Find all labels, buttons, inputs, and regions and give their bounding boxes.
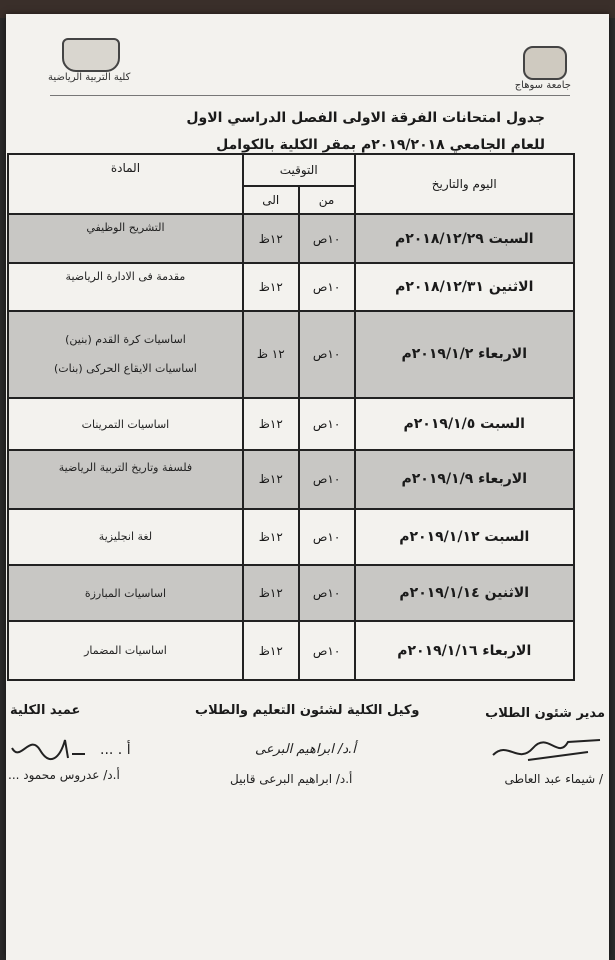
exam-schedule-table [7, 153, 575, 681]
header-day-date: اليوم والتاريخ [355, 154, 575, 214]
row-subject: لغة انجليزية [8, 509, 243, 565]
university-logo-icon [523, 46, 567, 80]
row-to: ١٢ظ [243, 450, 299, 508]
dean-initials: أ . ... [100, 742, 131, 758]
dean-title: عميد الكلية [10, 703, 81, 718]
table-row [8, 450, 574, 508]
row-date: السبت ٢٠١٨/١٢/٢٩م [355, 214, 575, 262]
row-to: ١٢ظ [243, 509, 299, 565]
header-to: الى [243, 186, 299, 214]
dean-signature-icon [10, 728, 90, 768]
row-to: ١٢ظ [243, 214, 299, 262]
table-row [8, 311, 574, 398]
faculty-logo-icon [62, 38, 120, 72]
row-to: ١٢ظ [243, 263, 299, 311]
director-title: مدير شئون الطلاب [485, 706, 605, 721]
row-date: الاربعاء ٢٠١٩/١/١٦م [355, 621, 575, 680]
row-date: الاثنين ٢٠١٩/١/١٤م [355, 565, 575, 621]
row-subject: اساسيات التمرينات [8, 398, 243, 450]
table-row [8, 263, 574, 311]
row-to: ١٢ظ [243, 565, 299, 621]
vice-dean-handwritten: أ.د/ ابراهيم البرعى [255, 742, 356, 757]
row-from: ١٠ص [299, 263, 355, 311]
row-from: ١٠ص [299, 565, 355, 621]
header-subject: المادة [8, 154, 243, 214]
row-subject: مقدمة فى الادارة الرياضية [8, 263, 243, 311]
row-subject: فلسفة وتاريخ التربية الرياضية [8, 450, 243, 508]
director-signature-icon [488, 730, 603, 770]
table-row [8, 565, 574, 621]
header-divider [50, 95, 570, 96]
row-subject: اساسيات كرة القدم (بنين) [65, 333, 186, 347]
dean-name: أ.د/ عدروس محمود ... [8, 768, 120, 782]
vice-dean-title: وكيل الكلية لشئون التعليم والطلاب [195, 703, 420, 718]
row-to: ١٢ظ [243, 398, 299, 450]
director-name: / شيماء عبد العاطى [504, 772, 603, 786]
schedule-subtitle: للعام الجامعي ٢٠١٩/٢٠١٨م بمقر الكلية بالكوامل [216, 137, 545, 153]
row-date: السبت ٢٠١٩/١/٥م [355, 398, 575, 450]
row-from: ١٠ص [299, 311, 355, 398]
row-subject-alt: اساسيات الايقاع الحركى (بنات) [53, 362, 197, 376]
university-name: جامعة سوهاج [514, 80, 571, 91]
table-row [8, 214, 574, 262]
row-date: الاثنين ٢٠١٨/١٢/٣١م [355, 263, 575, 311]
faculty-name: كلية التربية الرياضية [48, 72, 131, 83]
table-row [8, 398, 574, 450]
row-subject-cell [8, 311, 243, 398]
row-subject: اساسيات المضمار [8, 621, 243, 680]
row-subject: اساسيات المبارزة [8, 565, 243, 621]
row-from: ١٠ص [299, 214, 355, 262]
vice-dean-name: أ.د/ ابراهيم البرعى قابيل [230, 772, 353, 786]
row-subject: التشريح الوظيفي [8, 214, 243, 262]
header-time: التوقيت [243, 154, 355, 186]
header-from: من [299, 186, 355, 214]
row-to: ١٢ظ [243, 621, 299, 680]
row-from: ١٠ص [299, 450, 355, 508]
row-date: السبت ٢٠١٩/١/١٢م [355, 509, 575, 565]
table-row [8, 509, 574, 565]
row-from: ١٠ص [299, 509, 355, 565]
schedule-title: جدول امتحانات الفرقة الاولى الفصل الدراسي الاول [186, 110, 545, 126]
row-to: ١٢ ظ [243, 311, 299, 398]
row-date: الاربعاء ٢٠١٩/١/٩م [355, 450, 575, 508]
row-from: ١٠ص [299, 621, 355, 680]
table-row [8, 621, 574, 680]
row-date: الاربعاء ٢٠١٩/١/٢م [355, 311, 575, 398]
row-from: ١٠ص [299, 398, 355, 450]
